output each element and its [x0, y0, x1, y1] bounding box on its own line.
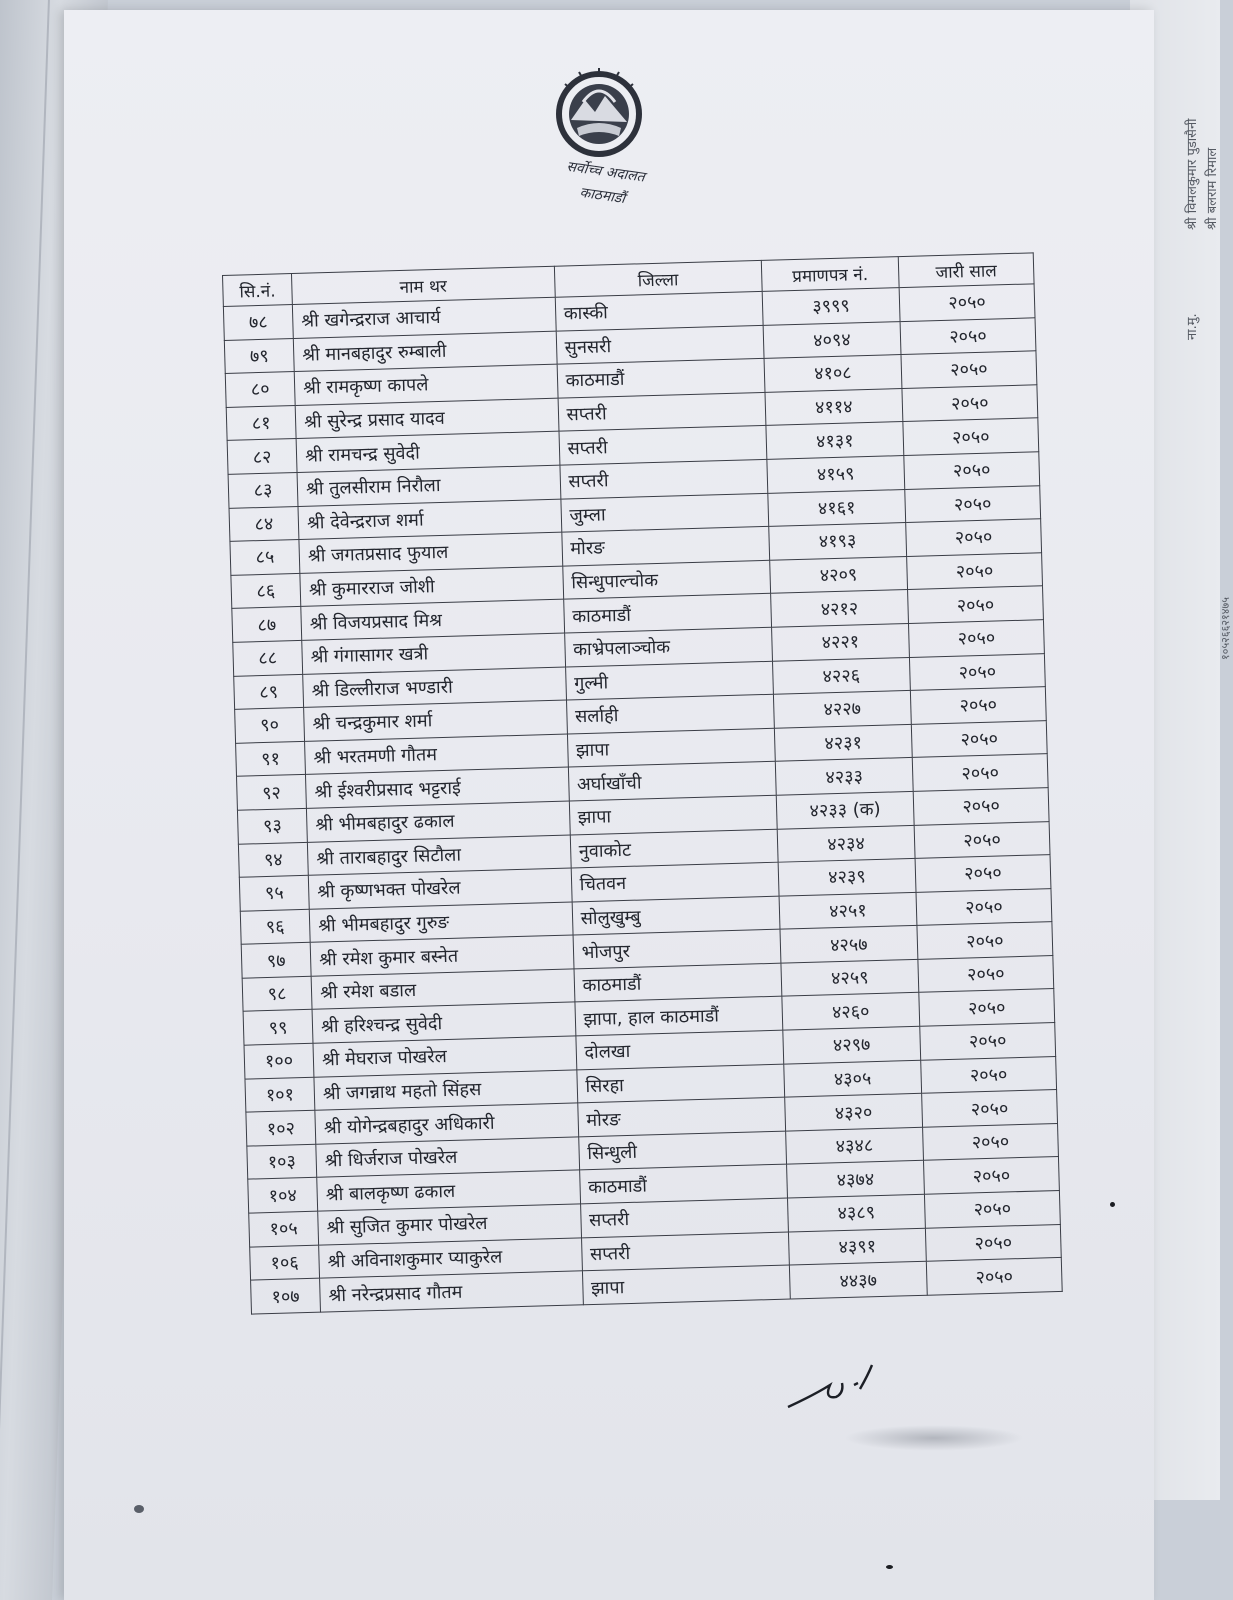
cell-serial: १०० [244, 1043, 314, 1079]
cell-serial: ८६ [231, 573, 301, 609]
cell-district: सप्तरी [559, 426, 767, 465]
cell-serial: ८५ [230, 540, 300, 576]
cell-name: श्री सुजित कुमार पोखरेल [318, 1204, 581, 1245]
cell-district: कास्की [555, 291, 763, 330]
cell-year: २०५० [912, 754, 1048, 791]
cell-name: श्री अविनाशकुमार प्याकुरेल [319, 1237, 582, 1278]
cell-certificate: ४२५१ [779, 892, 917, 929]
nepal-emblem-icon [549, 62, 649, 162]
cell-certificate: ३९९९ [762, 288, 900, 325]
cell-serial: ९२ [237, 775, 307, 811]
cell-name: श्री ताराबहादुर सिटौला [307, 835, 570, 876]
cell-year: २०५० [916, 888, 1052, 925]
cell-district: जुम्ला [560, 493, 768, 532]
cell-certificate: ४२३३ [775, 758, 913, 795]
margin-name-2: श्री बलराम रिमाल [1205, 147, 1220, 230]
signature-mark [784, 1355, 904, 1415]
cell-district: भोजपुर [573, 929, 781, 968]
cell-serial: ८८ [233, 640, 303, 676]
cell-name: श्री जगन्नाथ महतो सिंहस [314, 1070, 577, 1111]
cell-serial: ९८ [242, 976, 312, 1012]
cell-year: २०५० [925, 1224, 1061, 1261]
cell-certificate: ४११४ [765, 388, 903, 425]
cell-district: नुवाकोट [570, 829, 778, 868]
cell-serial: ९९ [243, 1010, 313, 1046]
cell-district: झापा [582, 1265, 790, 1304]
cell-serial: ९० [235, 708, 305, 744]
cell-certificate: ४२०९ [770, 556, 908, 593]
cell-certificate: ४०९४ [763, 321, 901, 358]
cell-district: दोलखा [575, 1030, 783, 1069]
ink-dot [886, 1565, 893, 1569]
cell-certificate: ४३४८ [785, 1127, 923, 1164]
cell-district: गुल्मी [565, 661, 773, 700]
margin-abbr: ना.मु. [1185, 313, 1200, 340]
cell-year: २०५० [918, 955, 1054, 992]
cell-serial: १०५ [249, 1211, 319, 1247]
header-name: नाम थर [292, 266, 555, 304]
cell-name: श्री बालकृष्ण ढकाल [317, 1170, 580, 1211]
cell-district: झापा [567, 728, 775, 767]
cell-district: सप्तरी [580, 1198, 788, 1237]
cell-name: श्री रामकृष्ण कापले [294, 364, 557, 405]
cell-serial: ९३ [237, 808, 307, 844]
header-district: जिल्ला [554, 260, 762, 297]
cell-name: श्री मानबहादुर रुम्बाली [293, 331, 556, 372]
cell-district: काठमाडौं [574, 963, 782, 1002]
cell-certificate: ४१९३ [769, 523, 907, 560]
cell-serial: १०३ [247, 1144, 317, 1180]
cell-year: २०५० [908, 620, 1044, 657]
cell-serial: ८२ [227, 439, 297, 475]
table-body [223, 284, 1062, 1314]
cell-year: २०५० [920, 1023, 1056, 1060]
cell-certificate: ४२९७ [783, 1026, 921, 1063]
cell-name: श्री कृष्णभक्त पोखरेल [308, 868, 571, 909]
cell-name: श्री डिल्लीराज भण्डारी [303, 667, 566, 708]
cell-name: श्री योगेन्द्रबहादुर अधिकारी [315, 1103, 578, 1144]
cell-year: २०५० [906, 519, 1042, 556]
cell-year: २०५० [901, 351, 1037, 388]
certificate-table-wrapper [222, 252, 1063, 1314]
cell-district: सुनसरी [556, 325, 764, 364]
cell-district: सप्तरी [560, 459, 768, 498]
cell-year: २०५० [900, 317, 1036, 354]
cell-district: सिन्धुपाल्चोक [562, 560, 770, 599]
cell-district: सप्तरी [558, 392, 766, 431]
cell-name: श्री कुमारराज जोशी [300, 566, 563, 607]
cell-district: काभ्रेपलाञ्चोक [564, 627, 772, 666]
cell-year: २०५० [924, 1191, 1060, 1228]
cell-certificate: ४३८९ [787, 1194, 925, 1231]
cell-certificate: ४१५९ [767, 456, 905, 493]
header-certificate: प्रमाणपत्र नं. [761, 257, 899, 292]
cell-year: २०५० [913, 788, 1049, 825]
cell-serial: ८९ [234, 674, 304, 710]
cell-name: श्री रमेश कुमार बस्नेत [310, 935, 573, 976]
cell-certificate: ४२६० [782, 993, 920, 1030]
certificate-table [222, 252, 1063, 1314]
header-serial: सि.नं. [223, 274, 293, 307]
cell-name: श्री रामचन्द्र सुवेदी [296, 432, 559, 473]
cell-year: २०५० [926, 1258, 1062, 1295]
ink-dot [1110, 1202, 1115, 1207]
cell-district: अर्घाखाँची [568, 762, 776, 801]
cell-name: श्री गंगासागर खत्री [302, 633, 565, 674]
cell-year: २०५० [909, 653, 1045, 690]
cell-certificate: ४२२६ [772, 657, 910, 694]
cell-year: २०५० [908, 586, 1044, 623]
cell-serial: ९५ [239, 875, 309, 911]
cell-district: सिरहा [576, 1064, 784, 1103]
cell-year: २०५० [903, 418, 1039, 455]
cell-certificate: ४२३९ [778, 858, 916, 895]
margin-name-1: श्री विमलकुमार पुडासैनी [1185, 118, 1200, 230]
cell-name: श्री विजयप्रसाद मिश्र [301, 599, 564, 640]
cell-name: श्री धिर्जराज पोखरेल [316, 1137, 579, 1178]
cell-serial: ७८ [223, 305, 293, 341]
ink-dot [134, 1505, 144, 1513]
cell-certificate: ४३९१ [788, 1228, 926, 1265]
court-name-line2: काठमाडौं [578, 184, 627, 207]
cell-serial: ९१ [236, 741, 306, 777]
cell-year: २०५० [923, 1123, 1059, 1160]
cell-district: झापा [569, 795, 777, 834]
cell-serial: ८७ [232, 607, 302, 643]
paper-edge-line [0, 0, 50, 1600]
cell-certificate: ४२३३ (क) [776, 791, 914, 828]
court-name [526, 150, 681, 218]
cell-serial: ८० [225, 372, 295, 408]
cell-certificate: ४३२० [785, 1094, 923, 1131]
cell-serial: ९४ [238, 842, 308, 878]
cell-certificate: ४१०८ [764, 355, 902, 392]
cell-certificate: ४२५७ [780, 926, 918, 963]
cell-name: श्री तुलसीराम निरौला [297, 465, 560, 506]
cell-certificate: ४२२७ [773, 691, 911, 728]
cell-serial: १०१ [245, 1077, 315, 1113]
cell-year: २०५० [910, 687, 1046, 724]
cell-year: २०५० [923, 1157, 1059, 1194]
cell-year: २०५० [919, 989, 1055, 1026]
cell-serial: ९७ [241, 943, 311, 979]
cell-certificate: ४१३१ [766, 422, 904, 459]
cell-serial: ७९ [224, 338, 294, 374]
cell-serial: ८३ [228, 472, 298, 508]
cell-certificate: ४२३१ [774, 724, 912, 761]
cell-year: २०५० [911, 720, 1047, 757]
cell-district: सोलुखुम्बु [572, 896, 780, 935]
cell-name: श्री खगेन्द्रराज आचार्य [292, 297, 555, 338]
cell-name: श्री चन्द्रकुमार शर्मा [304, 700, 567, 741]
cell-serial: १०२ [246, 1110, 316, 1146]
cell-year: २०५० [915, 855, 1051, 892]
cell-name: श्री भरतमणी गौतम [305, 734, 568, 775]
cell-district: चितवन [571, 862, 779, 901]
cell-certificate: ४१६१ [768, 489, 906, 526]
cell-serial: १०७ [251, 1278, 321, 1314]
document-sheet [64, 10, 1154, 1600]
cell-name: श्री रमेश बडाल [311, 969, 574, 1010]
cell-district: काठमाडौं [579, 1165, 787, 1204]
cell-district: सिन्धुली [578, 1131, 786, 1170]
ink-smudge [844, 1425, 1024, 1451]
cell-district: मोरङ [577, 1097, 785, 1136]
cell-name: श्री सुरेन्द्र प्रसाद यादव [295, 398, 558, 439]
cell-district: झापा, हाल काठमाडौं [575, 997, 783, 1036]
cell-serial: ८४ [229, 506, 299, 542]
cell-name: श्री जगतप्रसाद फुयाल [299, 532, 562, 573]
cell-year: २०५० [921, 1056, 1057, 1093]
cell-name: श्री भीमबहादुर गुरुङ [309, 902, 572, 943]
cell-certificate: ४२१२ [770, 590, 908, 627]
cell-name: श्री नरेन्द्रप्रसाद गौतम [320, 1271, 583, 1312]
cell-name: श्री ईश्वरीप्रसाद भट्टराई [306, 767, 569, 808]
cell-district: मोरङ [561, 526, 769, 565]
cell-certificate: ४३०५ [784, 1060, 922, 1097]
cell-district: काठमाडौं [557, 359, 765, 398]
cell-year: २०५० [905, 485, 1041, 522]
cell-year: २०५० [902, 385, 1038, 422]
cell-certificate: ४२२१ [771, 623, 909, 660]
cell-name: श्री मेघराज पोखरेल [313, 1036, 576, 1077]
cell-district: सप्तरी [581, 1232, 789, 1271]
cell-name: श्री देवेन्द्रराज शर्मा [298, 499, 561, 540]
cell-certificate: ४२३४ [777, 825, 915, 862]
cell-year: २०५० [914, 821, 1050, 858]
cell-year: २०५० [904, 452, 1040, 489]
cell-district: काठमाडौं [563, 594, 771, 633]
cell-certificate: ४४३७ [789, 1261, 927, 1298]
cell-serial: १०४ [248, 1178, 318, 1214]
cell-certificate: ४३७४ [786, 1161, 924, 1198]
cell-year: २०५० [907, 552, 1043, 589]
header-year: जारी साल [898, 253, 1034, 288]
cell-year: २०५० [922, 1090, 1058, 1127]
cell-district: सर्लाही [566, 694, 774, 733]
cell-name: श्री भीमबहादुर ढकाल [307, 801, 570, 842]
cell-year: २०५० [899, 284, 1035, 321]
cell-certificate: ४२५९ [781, 959, 919, 996]
cell-name: श्री हरिश्चन्द्र सुवेदी [312, 1002, 575, 1043]
cell-year: २०५० [917, 922, 1053, 959]
cell-serial: ९६ [240, 909, 310, 945]
cell-serial: ८१ [226, 405, 296, 441]
court-name-line1: सर्वोच्च अदालत [565, 158, 646, 186]
cell-serial: १०६ [250, 1245, 320, 1281]
margin-number: १०५२६६२१४७५ [1219, 597, 1232, 660]
